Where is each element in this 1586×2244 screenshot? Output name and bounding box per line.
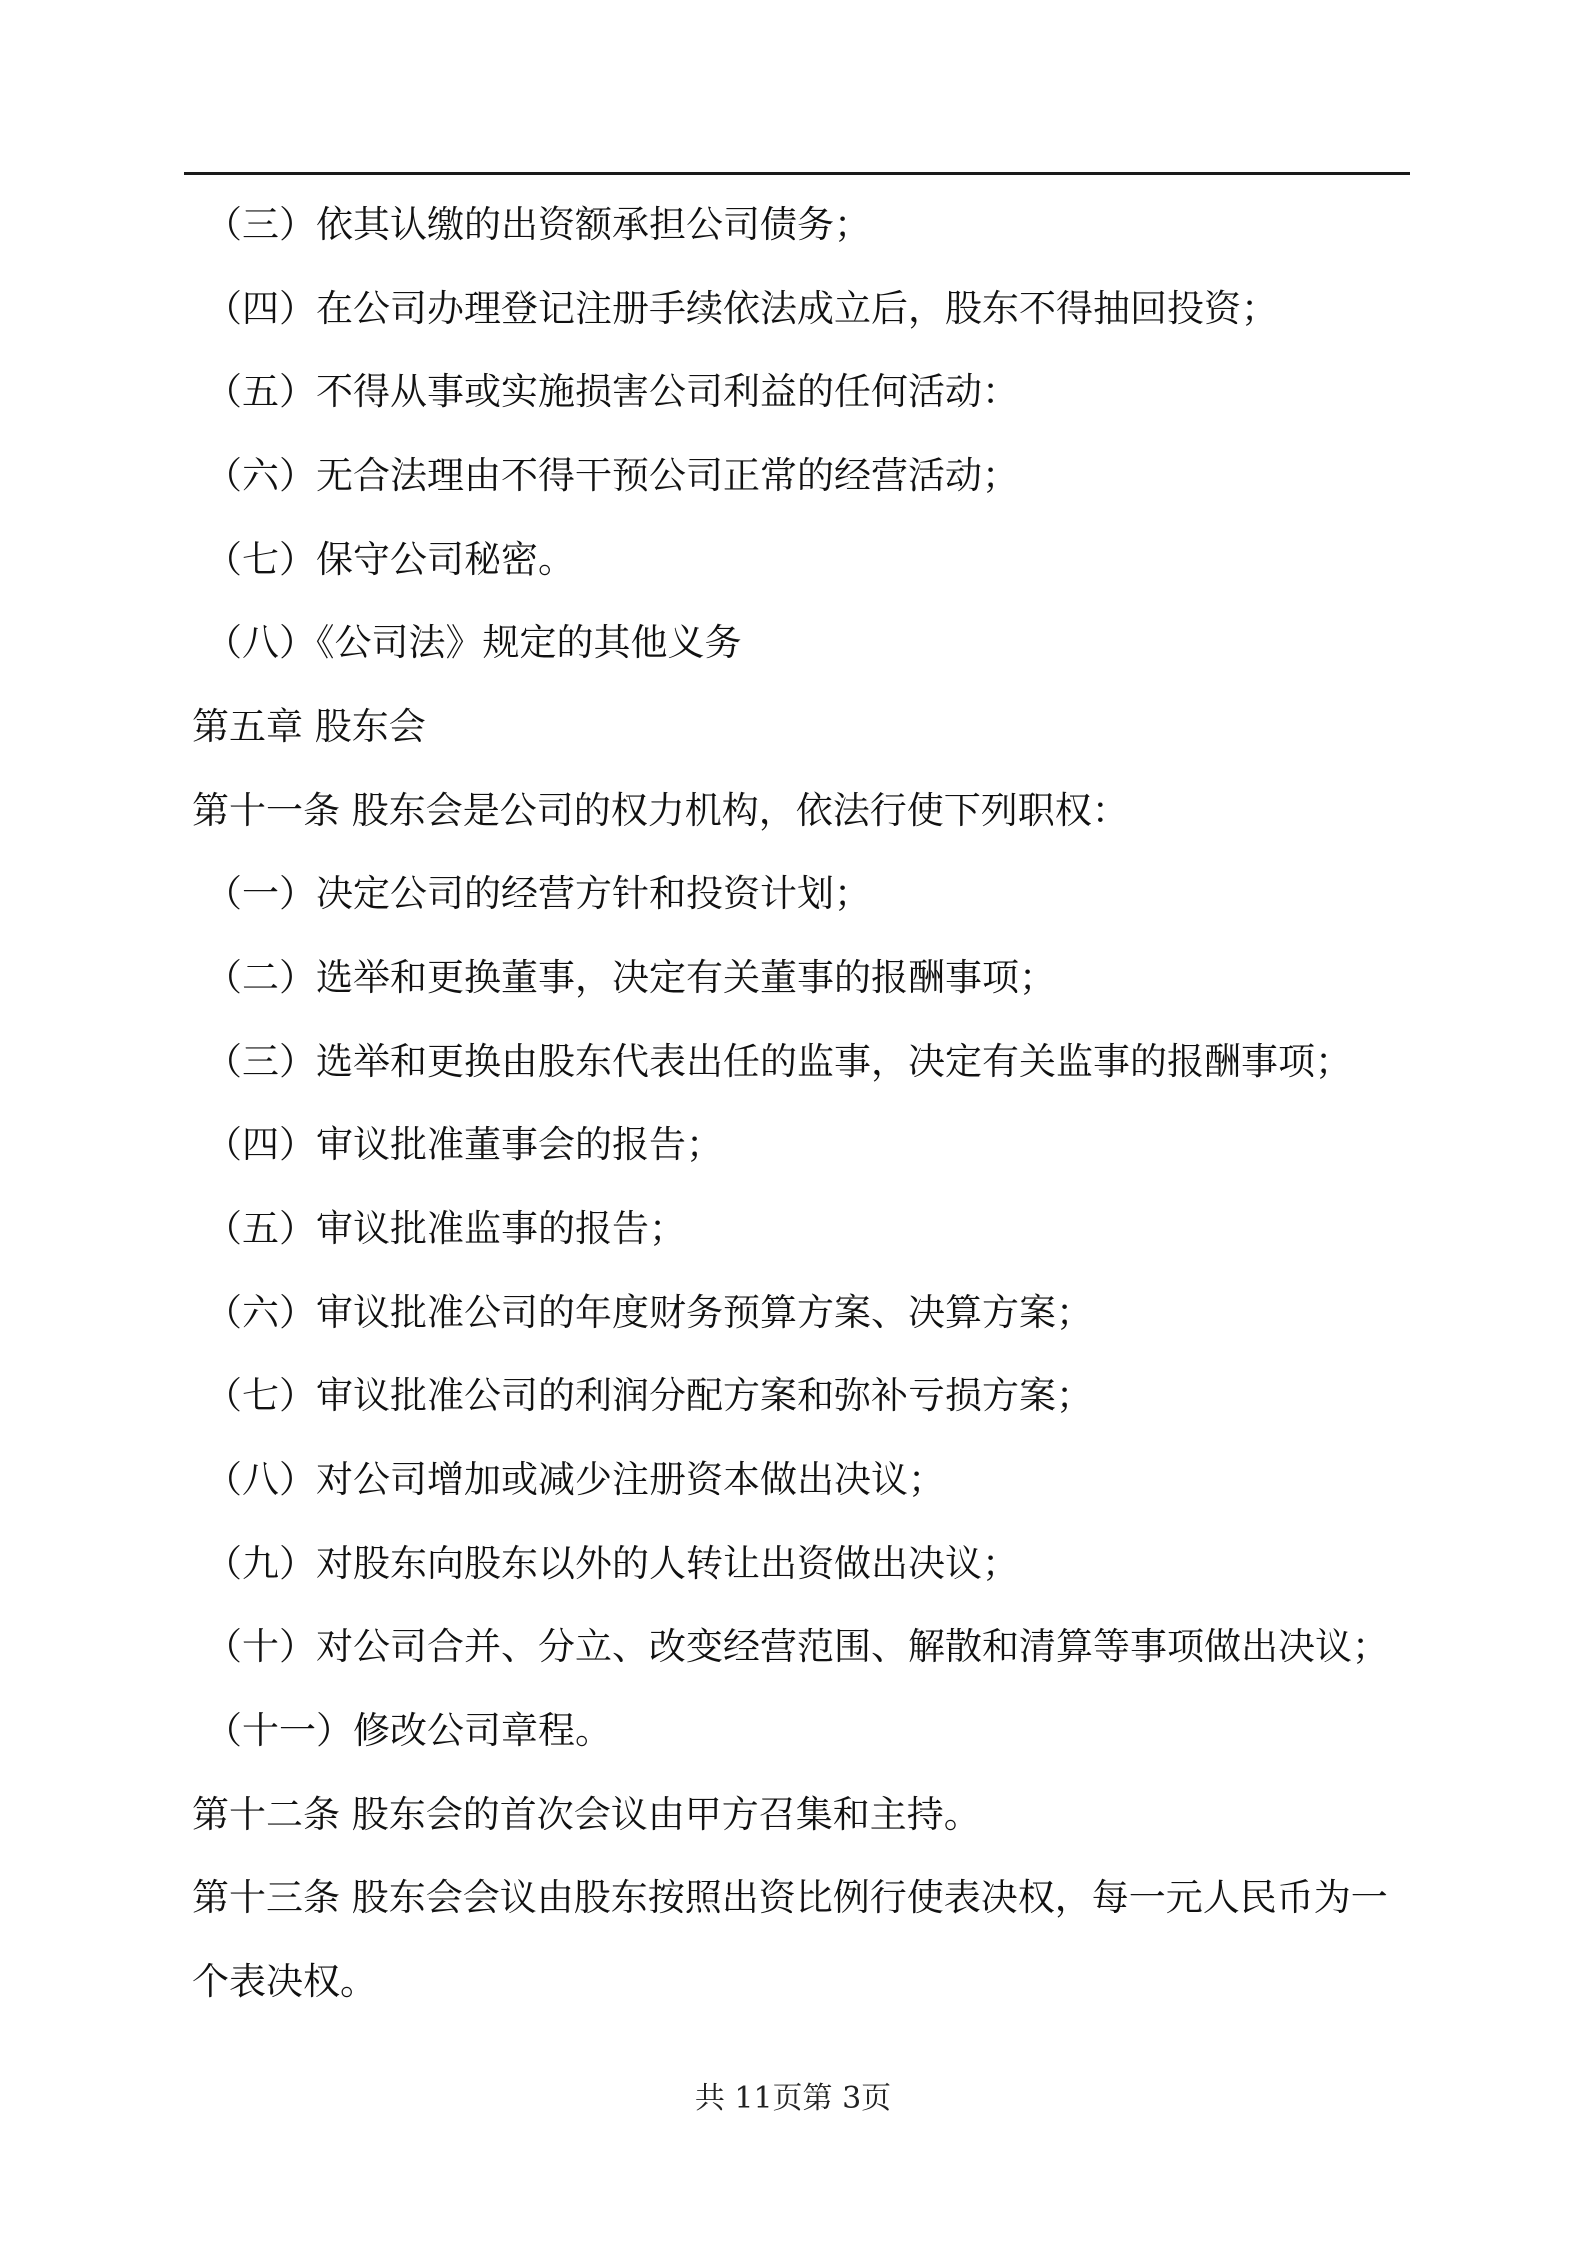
article-13: 第十三条 股东会会议由股东按照出资比例行使表决权，每一元人民币为一 <box>192 1876 1388 1919</box>
article-13-continued: 个表决权。 <box>192 1960 377 2003</box>
power-item-7: （七）审议批准公司的利润分配方案和弥补亏损方案； <box>205 1374 1093 1417</box>
obligation-item-3: （三）依其认缴的出资额承担公司债务； <box>205 203 871 246</box>
obligation-item-5: （五）不得从事或实施损害公司利益的任何活动： <box>205 370 1019 413</box>
power-item-2: （二）选举和更换董事，决定有关董事的报酬事项； <box>205 956 1056 999</box>
power-item-9: （九）对股东向股东以外的人转让出资做出决议； <box>205 1542 1019 1585</box>
power-item-3: （三）选举和更换由股东代表出任的监事，决定有关监事的报酬事项； <box>205 1040 1352 1083</box>
article-11: 第十一条 股东会是公司的权力机构，依法行使下列职权： <box>192 789 1129 832</box>
article-12: 第十二条 股东会的首次会议由甲方召集和主持。 <box>192 1793 981 1836</box>
power-item-1: （一）决定公司的经营方针和投资计划； <box>205 872 871 915</box>
obligation-item-6: （六）无合法理由不得干预公司正常的经营活动； <box>205 454 1019 497</box>
page-number-footer: 共 11页第 3页 <box>694 2081 892 2116</box>
power-item-10: （十）对公司合并、分立、改变经营范围、解散和清算等事项做出决议； <box>205 1625 1389 1668</box>
obligation-item-8: （八）《公司法》规定的其他义务 <box>205 621 742 664</box>
header-rule <box>184 172 1410 175</box>
obligation-item-4: （四）在公司办理登记注册手续依法成立后，股东不得抽回投资； <box>205 287 1278 330</box>
power-item-8: （八）对公司增加或减少注册资本做出决议； <box>205 1458 945 1501</box>
power-item-11: （十一）修改公司章程。 <box>205 1709 612 1752</box>
power-item-6: （六）审议批准公司的年度财务预算方案、决算方案； <box>205 1291 1093 1334</box>
obligation-item-7: （七）保守公司秘密。 <box>205 538 575 581</box>
power-item-4: （四）审议批准董事会的报告； <box>205 1123 723 1166</box>
power-item-5: （五）审议批准监事的报告； <box>205 1207 686 1250</box>
chapter-heading: 第五章 股东会 <box>192 705 426 748</box>
